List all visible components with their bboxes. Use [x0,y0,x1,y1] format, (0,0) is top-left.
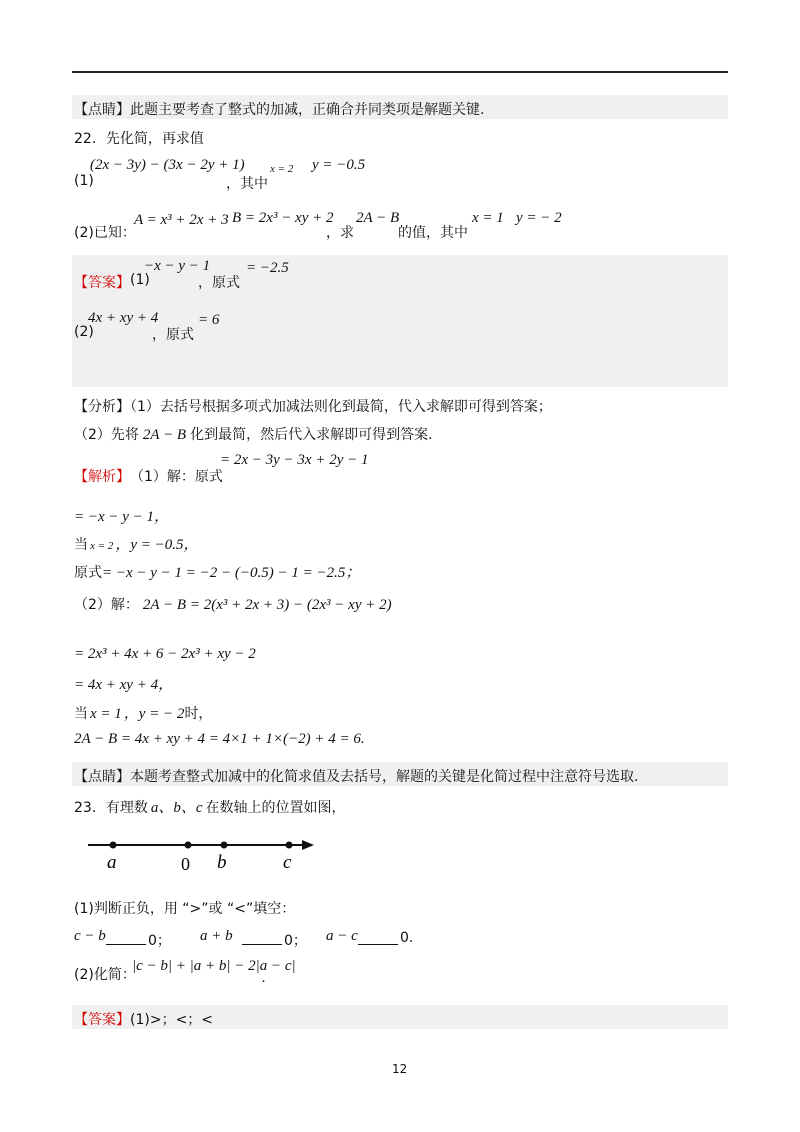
blank-2[interactable] [242,930,282,945]
q23-title: 23．有理数 a、b、c 在数轴上的位置如图， [74,800,346,816]
q22-sol1-line4: 原式= −x − y − 1 = −2 − (−0.5) − 1 = −2.5； [74,565,361,581]
q22-note: 【点睛】本题考查整式加减中的化简求值及去括号，解题的关键是化简过程中注意符号选取. [74,769,639,785]
q22-sol2-line3: = 4x + xy + 4， [74,677,174,693]
label-zero: 0 [181,854,190,874]
page-number: 12 [392,1062,408,1076]
blank-1[interactable] [106,930,146,945]
axis-arrow-icon [302,840,314,850]
label-b: b [217,852,227,873]
label-a: a [107,852,117,873]
dianjing-label: 【点睛】 [74,102,130,118]
point-c [286,842,293,849]
q22-analysis-1: 【分析】（1）去括号根据多项式加减法则化到最简，代入求解即可得到答案； [74,399,552,415]
q22-sol2-line4: 当 x = 1 ，y = − 2时， [74,706,213,722]
top-note: 【点睛】此题主要考查了整式的加减，正确合并同类项是解题关键. [74,102,485,118]
point-b [221,842,228,849]
q23-answer: 【答案】(1)>；<；< [74,1012,214,1028]
q22-title: 22．先化简，再求值 [74,131,204,147]
q22-sol1-line2: = −x − y − 1， [74,509,170,525]
point-a [110,842,117,849]
point-zero [185,842,192,849]
q22-analysis-2: （2）先将 2A − B 化到最简，然后代入求解即可得到答案. [74,427,433,443]
blank-3[interactable] [358,930,398,945]
q23-part1: (1)判断正负，用 “>”或 “<”填空： [74,901,296,917]
q22-sol2-line2: = 2x³ + 4x + 6 − 2x³ + xy − 2 [74,646,256,662]
header-rule [72,71,728,73]
q22-sol2-line5: 2A − B = 4x + xy + 4 = 4×1 + 1×(−2) + 4 = 6. [74,731,365,747]
q22-sol1-line3: 当 x = 2 ，y = −0.5， [74,537,199,553]
q22-sol2-line1: （2）解： 2A − B = 2(x³ + 2x + 3) − (2x³ − xy + 2) [74,597,392,613]
number-line [80,830,330,880]
label-c: c [283,852,292,873]
